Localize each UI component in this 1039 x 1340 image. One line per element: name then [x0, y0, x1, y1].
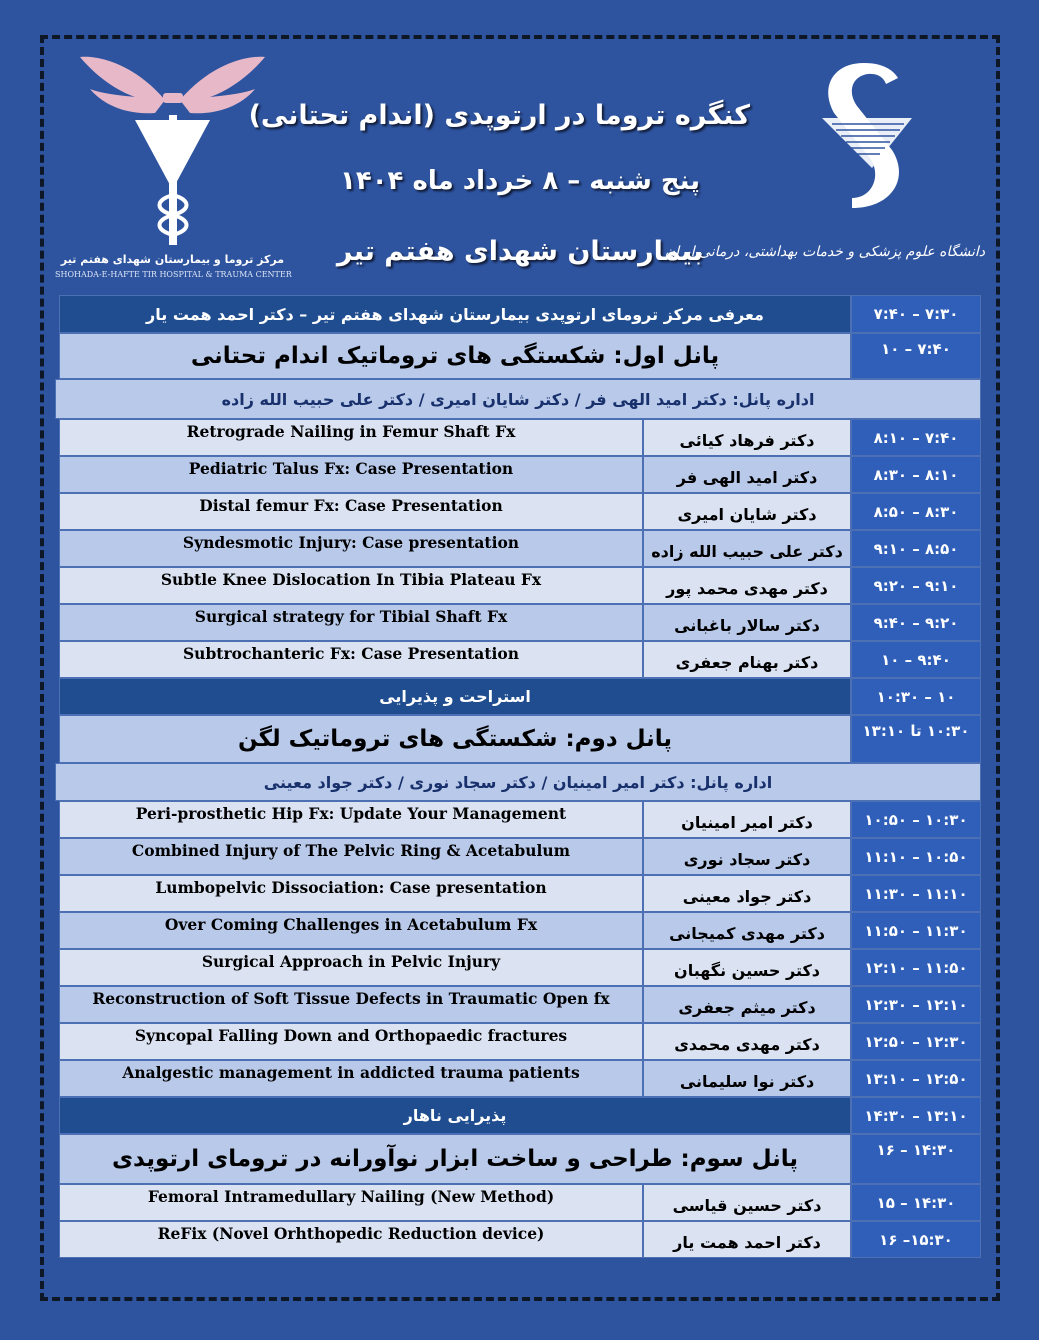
panel2-moderators-row	[59, 763, 981, 801]
talk-speaker: دکتر بهنام جعفری	[643, 641, 851, 678]
talk-time: ۱۲:۳۰ – ۱۲:۵۰	[851, 1023, 981, 1060]
lunch-time: ۱۳:۱۰ – ۱۴:۳۰	[851, 1097, 981, 1134]
talk-speaker: دکتر علی حبیب الله زاده	[643, 530, 851, 567]
talk-speaker: دکتر فرهاد کیائی	[643, 419, 851, 456]
talk-topic: Combined Injury of The Pelvic Ring & Acetabulum	[59, 838, 643, 875]
break-time: ۱۰ – ۱۰:۳۰	[851, 678, 981, 715]
talk-speaker: دکتر حسین نگهبان	[643, 949, 851, 986]
talk-topic: Peri-prosthetic Hip Fx: Update Your Management	[59, 801, 643, 838]
talk-speaker: دکتر شایان امیری	[643, 493, 851, 530]
talk-topic: Reconstruction of Soft Tissue Defects in Traumatic Open fx	[59, 986, 643, 1023]
intro-text: معرفی مرکز ترومای ارتوپدی بیمارستان شهدای هفتم تیر – دکتر احمد همت یار	[59, 295, 851, 333]
talk-time: ۱۱:۳۰ – ۱۱:۵۰	[851, 912, 981, 949]
panel1-title: پانل اول: شکستگی های تروماتیک اندام تحتانی	[59, 333, 851, 379]
talk-topic: Syncopal Falling Down and Orthopaedic fractures	[59, 1023, 643, 1060]
talk-time: ۱۵:۳۰– ۱۶	[851, 1221, 981, 1258]
intro-row	[59, 295, 981, 333]
talk-row	[59, 986, 981, 1023]
talk-topic: Over Coming Challenges in Acetabulum Fx	[59, 912, 643, 949]
talk-row	[59, 641, 981, 678]
hospital-caption-en: SHOHADA-E-HAFTE TIR HOSPITAL & TRAUMA CENTER	[55, 270, 292, 279]
lunch-row	[59, 1097, 981, 1134]
panel2-title: پانل دوم: شکستگی های تروماتیک لگن	[59, 715, 851, 763]
talk-time: ۹:۱۰ – ۹:۲۰	[851, 567, 981, 604]
talk-speaker: دکتر مهدی محمدی	[643, 1023, 851, 1060]
talk-row	[59, 801, 981, 838]
break-row	[59, 678, 981, 715]
break-text: استراحت و پذیرایی	[59, 678, 851, 715]
talk-speaker: دکتر جواد معینی	[643, 875, 851, 912]
talk-topic: Syndesmotic Injury: Case presentation	[59, 530, 643, 567]
talk-topic: Surgical strategy for Tibial Shaft Fx	[59, 604, 643, 641]
talk-speaker: دکتر سالار باغبانی	[643, 604, 851, 641]
talk-topic: Distal femur Fx: Case Presentation	[59, 493, 643, 530]
talk-topic: Analgestic management in addicted trauma patients	[59, 1060, 643, 1097]
talk-time: ۱۱:۱۰ – ۱۱:۳۰	[851, 875, 981, 912]
talk-speaker: دکتر مهدی کمیجانی	[643, 912, 851, 949]
talk-row	[59, 1023, 981, 1060]
panel3-title-row	[59, 1134, 981, 1184]
talk-row	[59, 1060, 981, 1097]
talk-speaker: دکتر مهدی محمد پور	[643, 567, 851, 604]
talk-time: ۱۲:۵۰ – ۱۳:۱۰	[851, 1060, 981, 1097]
talk-speaker: دکتر نوا سلیمانی	[643, 1060, 851, 1097]
talk-row	[59, 456, 981, 493]
talk-row	[59, 419, 981, 456]
talk-speaker: دکتر حسین قیاسی	[643, 1184, 851, 1221]
talk-topic: Subtle Knee Dislocation In Tibia Plateau Fx	[59, 567, 643, 604]
talk-topic: ReFix (Novel Orhthopedic Reduction device)	[59, 1221, 643, 1258]
talk-row	[59, 1221, 981, 1258]
talk-topic: Surgical Approach in Pelvic Injury	[59, 949, 643, 986]
talk-time: ۸:۵۰ – ۹:۱۰	[851, 530, 981, 567]
talk-time: ۱۲:۱۰ – ۱۲:۳۰	[851, 986, 981, 1023]
talk-time: ۷:۴۰ – ۸:۱۰	[851, 419, 981, 456]
talk-row	[59, 912, 981, 949]
congress-title: کنگره تروما در ارتوپدی (اندام تحتانی)	[248, 100, 750, 131]
talk-speaker: دکتر امید الهی فر	[643, 456, 851, 493]
talk-speaker: دکتر احمد همت یار	[643, 1221, 851, 1258]
congress-date: پنج شنبه – ۸ خرداد ماه ۱۴۰۴	[339, 166, 701, 196]
talk-time: ۱۴:۳۰ – ۱۵	[851, 1184, 981, 1221]
talk-speaker: دکتر امیر امینیان	[643, 801, 851, 838]
talk-row	[59, 949, 981, 986]
talk-time: ۱۰:۵۰ – ۱۱:۱۰	[851, 838, 981, 875]
talk-row	[59, 875, 981, 912]
talk-row	[59, 530, 981, 567]
university-caption: دانشگاه علوم پزشکی و خدمات بهداشتی، درمانی ایران	[664, 244, 985, 260]
panel3-time: ۱۴:۳۰ – ۱۶	[851, 1134, 981, 1184]
talk-row	[59, 567, 981, 604]
congress-venue: بیمارستان شهدای هفتم تیر	[336, 236, 704, 267]
talk-time: ۹:۴۰ – ۱۰	[851, 641, 981, 678]
talk-row	[59, 604, 981, 641]
talk-row	[59, 838, 981, 875]
panel1-title-row	[59, 333, 981, 379]
talk-row	[59, 493, 981, 530]
talk-time: ۸:۱۰ – ۸:۳۰	[851, 456, 981, 493]
panel2-title-row	[59, 715, 981, 763]
panel2-moderators: اداره پانل: دکتر امیر امینیان / دکتر سجاد نوری / دکتر جواد معینی	[55, 763, 981, 801]
iran-university-logo-icon	[812, 58, 922, 208]
talk-time: ۸:۳۰ – ۸:۵۰	[851, 493, 981, 530]
panel1-time: ۷:۴۰ – ۱۰	[851, 333, 981, 379]
panel1-moderators-row	[59, 379, 981, 419]
talk-topic: Subtrochanteric Fx: Case Presentation	[59, 641, 643, 678]
talk-topic: Femoral Intramedullary Nailing (New Method)	[59, 1184, 643, 1221]
talk-speaker: دکتر سجاد نوری	[643, 838, 851, 875]
panel1-moderators: اداره پانل: دکتر امید الهی فر / دکتر شایان امیری / دکتر علی حبیب الله زاده	[55, 379, 981, 419]
hospital-caption-fa: مرکز تروما و بیمارستان شهدای هفتم تیر	[60, 253, 285, 266]
talk-topic: Retrograde Nailing in Femur Shaft Fx	[59, 419, 643, 456]
lunch-text: پذیرایی ناهار	[59, 1097, 851, 1134]
talk-time: ۹:۲۰ – ۹:۴۰	[851, 604, 981, 641]
talk-topic: Pediatric Talus Fx: Case Presentation	[59, 456, 643, 493]
talk-time: ۱۱:۵۰ – ۱۲:۱۰	[851, 949, 981, 986]
talk-row	[59, 1184, 981, 1221]
talk-topic: Lumbopelvic Dissociation: Case presentation	[59, 875, 643, 912]
trauma-center-winged-logo-icon	[75, 45, 270, 250]
talk-speaker: دکتر میثم جعفری	[643, 986, 851, 1023]
intro-time: ۷:۳۰ – ۷:۴۰	[851, 295, 981, 333]
panel2-time: ۱۰:۳۰ تا ۱۳:۱۰	[851, 715, 981, 763]
talk-time: ۱۰:۳۰ – ۱۰:۵۰	[851, 801, 981, 838]
panel3-title: پانل سوم: طراحی و ساخت ابزار نوآورانه در ترومای ارتوپدی	[59, 1134, 851, 1184]
